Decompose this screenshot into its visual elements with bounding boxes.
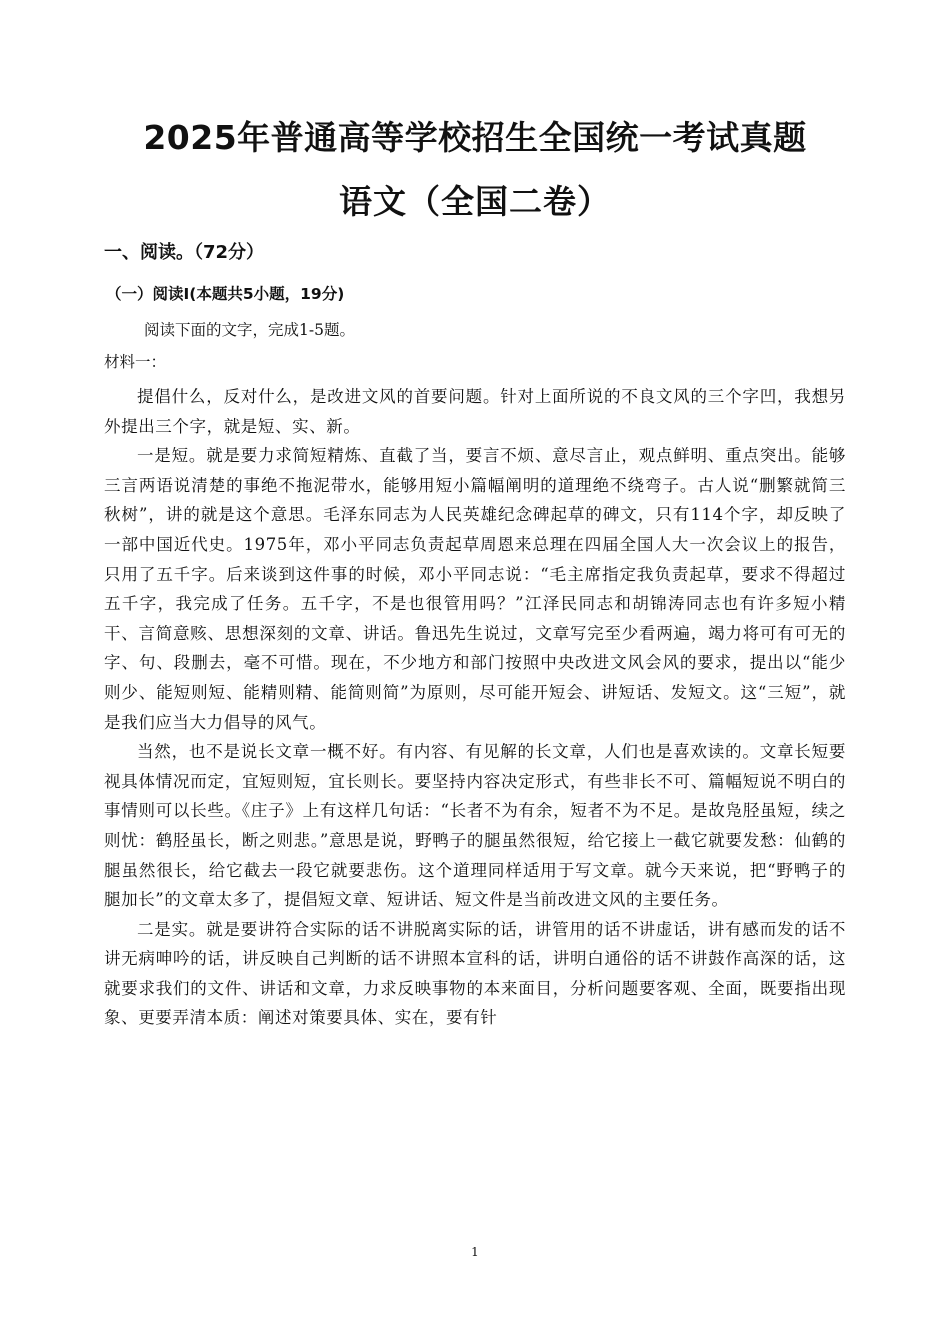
- material-label: 材料一：: [104, 353, 167, 371]
- passage-paragraph: 一是短。就是要力求简短精炼、直截了当，要言不烦、意尽言止，观点鲜明、重点突出。能够三言两语说清楚的事绝不拖泥带水，能够用短小篇幅阐明的道理绝不绕弯子。古人说“删繁就简三秋树”，讲的就是这个意思。毛泽东同志为人民英雄纪念碑起草的碑文，只有114个字，却反映了一部中国近代史。1975年，邓小平同志负责起草周恩来总理在四届全国人大一次会议上的报告，只用了五千字。后来谈到这件事的时候，邓小平同志说：“毛主席指定我负责起草，要求不得超过五千字，我完成了任务。五千字，不是也很管用吗？”江泽民同志和胡锦涛同志也有许多短小精干、言简意赅、思想深刻的文章、讲话。鲁迅先生说过，文章写完至少看两遍，竭力将可有可无的字、句、段删去，毫不可惜。现在，不少地方和部门按照中央改进文风会风的要求，提出以“能少则少、能短则短、能精则精、能简则简”为原则，尽可能开短会、讲短话、发短文。这“三短”，就是我们应当大力倡导的风气。: [104, 446, 846, 732]
- section-heading: 一、阅读。（72分）: [104, 242, 265, 263]
- instruction-text: 阅读下面的文字，完成1-5题。: [144, 321, 355, 339]
- passage-paragraph: 二是实。就是要讲符合实际的话不讲脱离实际的话，讲管用的话不讲虚话，讲有感而发的话不讲无病呻吟的话，讲反映自己判断的话不讲照本宣科的话，讲明白通俗的话不讲鼓作高深的话，这就要求我们的文件、讲话和文章，力求反映事物的本来面目，分析问题要客观、全面，既要指出现象、更要弄清本质：阐述对策要具体、实在，要有针: [104, 919, 846, 1028]
- subsection-heading: （一）阅读Ⅰ(本题共5小题，19分): [106, 285, 345, 303]
- exam-title: 2025年普通高等学校招生全国统一考试真题: [143, 118, 807, 157]
- passage-body: [104, 382, 846, 1033]
- page-number: 1: [471, 1245, 479, 1259]
- passage-paragraph: 提倡什么，反对什么，是改进文风的首要问题。针对上面所说的不良文风的三个字凹，我想另外提出三个字，就是短、实、新。: [104, 387, 846, 436]
- exam-subtitle: 语文（全国二卷）: [339, 182, 611, 221]
- passage-paragraph: 当然，也不是说长文章一概不好。有内容、有见解的长文章，人们也是喜欢读的。文章长短要视具体情况而定，宜短则短，宜长则长。要坚持内容决定形式，有些非长不可、篇幅短说不明白的事情则可以长些。《庄子》上有这样几句话：“长者不为有余，短者不为不足。是故凫胫虽短，续之则忧：鹤胫虽长，断之则悲。”意思是说，野鸭子的腿虽然很短，给它接上一截它就要发愁：仙鹤的腿虽然很长，给它截去一段它就要悲伤。这个道理同样适用于写文章。就今天来说，把“野鸭子的腿加长”的文章太多了，提倡短文章、短讲话、短文件是当前改进文风的主要任务。: [104, 742, 846, 910]
